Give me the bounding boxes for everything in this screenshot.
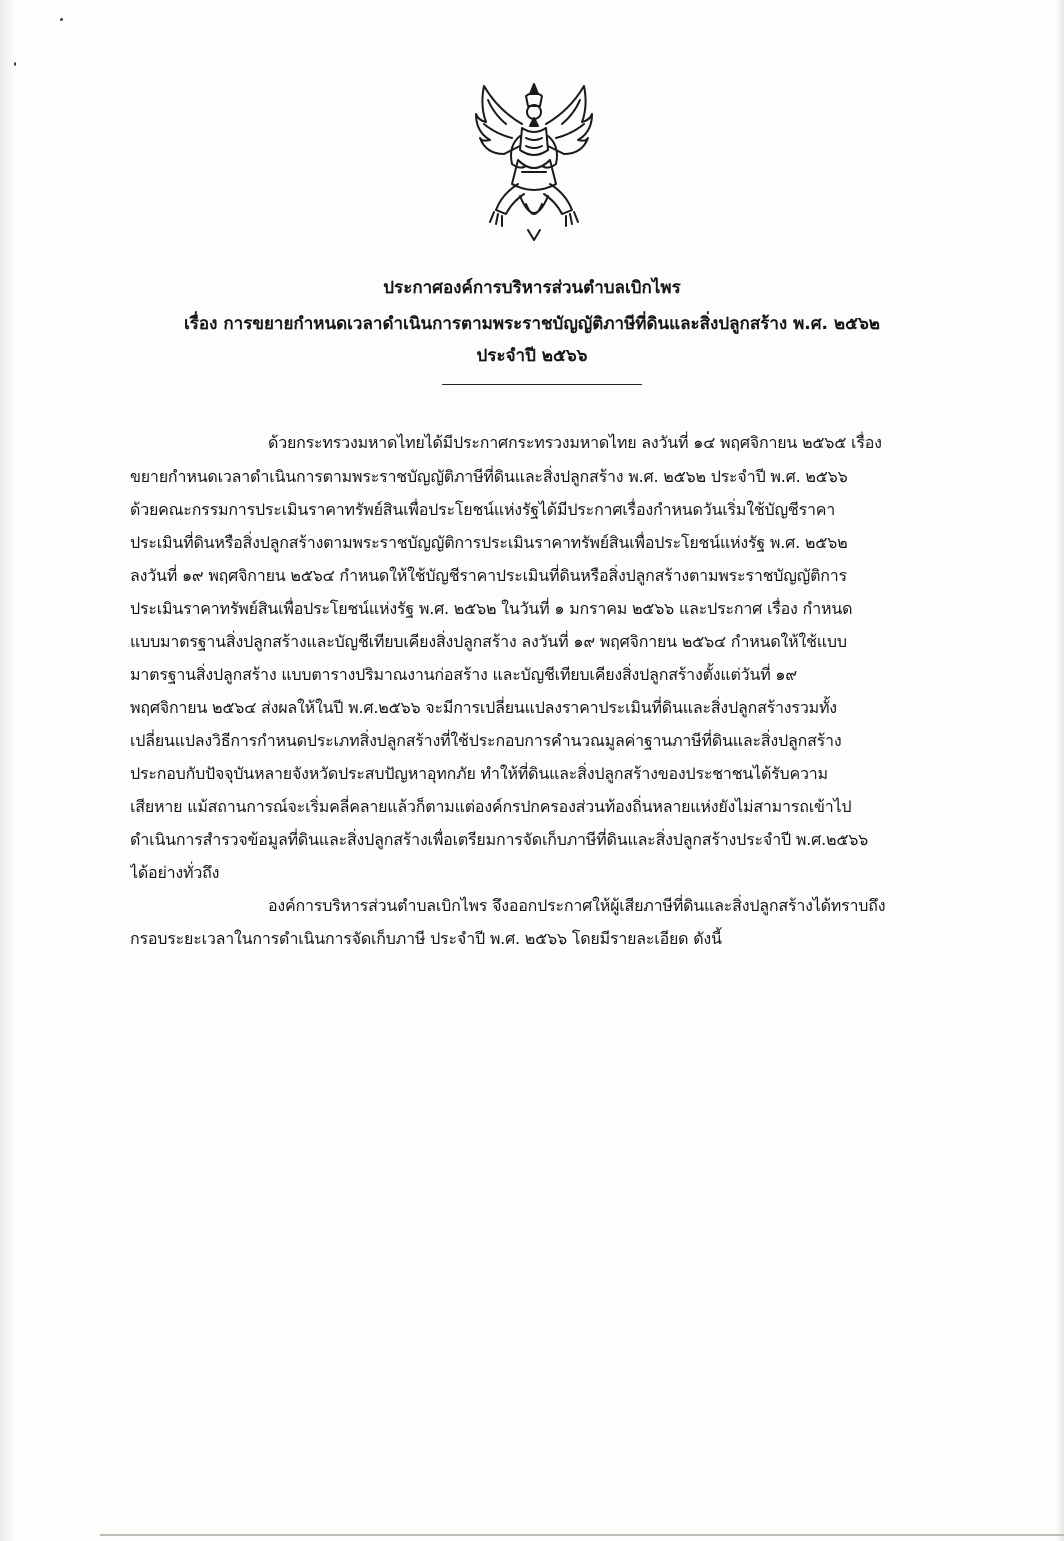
paragraph-line: ดำเนินการสำรวจข้อมูลที่ดินและสิ่งปลูกสร้างเพื่อเตรียมการจัดเก็บภาษีที่ดินและสิ่งปลูกสร้างประจำปี พ.ศ.๒๕๖๖ bbox=[130, 830, 869, 849]
scan-speck bbox=[14, 62, 16, 66]
paragraph-line: ประเมินราคาทรัพย์สินเพื่อประโยชน์แห่งรัฐ พ.ศ. ๒๕๖๒ ในวันที่ ๑ มกราคม ๒๕๖๖ และประกาศ เรื่อง กำหนด bbox=[130, 599, 853, 618]
paragraph-line: องค์การบริหารส่วนตำบลเบิกไพร จึงออกประกาศให้ผู้เสียภาษีที่ดินและสิ่งปลูกสร้างได้ทราบถึง bbox=[268, 896, 886, 915]
paragraph-line: ด้วยคณะกรรมการประเมินราคาทรัพย์สินเพื่อประโยชน์แห่งรัฐได้มีประกาศเรื่องกำหนดวันเริ่มใช้บัญชีราคา bbox=[130, 500, 836, 519]
paragraph-line: ได้อย่างทั่วถึง bbox=[130, 863, 220, 882]
scan-edge-right bbox=[1056, 0, 1064, 1541]
paragraph-line: เปลี่ยนแปลงวิธีการกำหนดประเภทสิ่งปลูกสร้างที่ใช้ประกอบการคำนวณมูลค่าฐานภาษีที่ดินและสิ่งปลูกสร้าง bbox=[130, 731, 842, 750]
paragraph-line: ประเมินที่ดินหรือสิ่งปลูกสร้างตามพระราชบัญญัติการประเมินราคาทรัพย์สินเพื่อประโยชน์แห่งรัฐ พ.ศ. ๒๕๖๒ bbox=[130, 533, 848, 552]
paragraph-line: พฤศจิกายน ๒๕๖๔ ส่งผลให้ในปี พ.ศ.๒๕๖๖ จะมีการเปลี่ยนแปลงราคาประเมินที่ดินและสิ่งปลูกสร้างรวมทั้ง bbox=[130, 698, 837, 717]
paragraph-line: กรอบระยะเวลาในการดำเนินการจัดเก็บภาษี ประจำปี พ.ศ. ๒๕๖๖ โดยมีรายละเอียด ดังนี้ bbox=[130, 929, 722, 948]
paragraph-line: ขยายกำหนดเวลาดำเนินการตามพระราชบัญญัติภาษีที่ดินและสิ่งปลูกสร้าง พ.ศ. ๒๕๖๒ ประจำปี พ.ศ. ๒๕๖๖ bbox=[130, 467, 848, 486]
paragraph-line: ประกอบกับปัจจุบันหลายจังหวัดประสบปัญหาอุทกภัย ทำให้ที่ดินและสิ่งปลูกสร้างของประชาชนได้รับความ bbox=[130, 764, 828, 783]
scan-speck bbox=[60, 18, 63, 21]
paragraph-line: มาตรฐานสิ่งปลูกสร้าง แบบตารางปริมาณงานก่อสร้าง และบัญชีเทียบเคียงสิ่งปลูกสร้างตั้งแต่วันที่ ๑๙ bbox=[130, 665, 797, 684]
paragraph-line: ด้วยกระทรวงมหาดไทยได้มีประกาศกระทรวงมหาดไทย ลงวันที่ ๑๔ พฤศจิกายน ๒๕๖๕ เรื่อง bbox=[268, 433, 882, 452]
paragraph-line: เสียหาย แม้สถานการณ์จะเริ่มคลี่คลายแล้วก็ตามแต่องค์กรปกครองส่วนท้องถิ่นหลายแห่งยังไม่สามารถเข้าไป bbox=[130, 797, 852, 816]
garuda-emblem-icon bbox=[472, 80, 596, 244]
announcement-year: ประจำปี ๒๕๖๖ bbox=[476, 346, 588, 366]
title-divider bbox=[442, 384, 642, 385]
scan-edge-left bbox=[0, 0, 14, 1541]
scan-line-bottom bbox=[100, 1534, 1064, 1536]
paragraph-line: ลงวันที่ ๑๙ พฤศจิกายน ๒๕๖๔ กำหนดให้ใช้บัญชีราคาประเมินที่ดินหรือสิ่งปลูกสร้างตามพระราชบัญญัติการ bbox=[130, 566, 847, 585]
announcement-subject: เรื่อง การขยายกำหนดเวลาดำเนินการตามพระราชบัญญัติภาษีที่ดินและสิ่งปลูกสร้าง พ.ศ. ๒๕๖๒ bbox=[183, 314, 881, 334]
announcement-title: ประกาศองค์การบริหารส่วนตำบลเบิกไพร bbox=[383, 278, 681, 298]
paragraph-line: แบบมาตรฐานสิ่งปลูกสร้างและบัญชีเทียบเคียงสิ่งปลูกสร้าง ลงวันที่ ๑๙ พฤศจิกายน ๒๕๖๔ กำหนดให้ใช้แบบ bbox=[130, 632, 847, 651]
